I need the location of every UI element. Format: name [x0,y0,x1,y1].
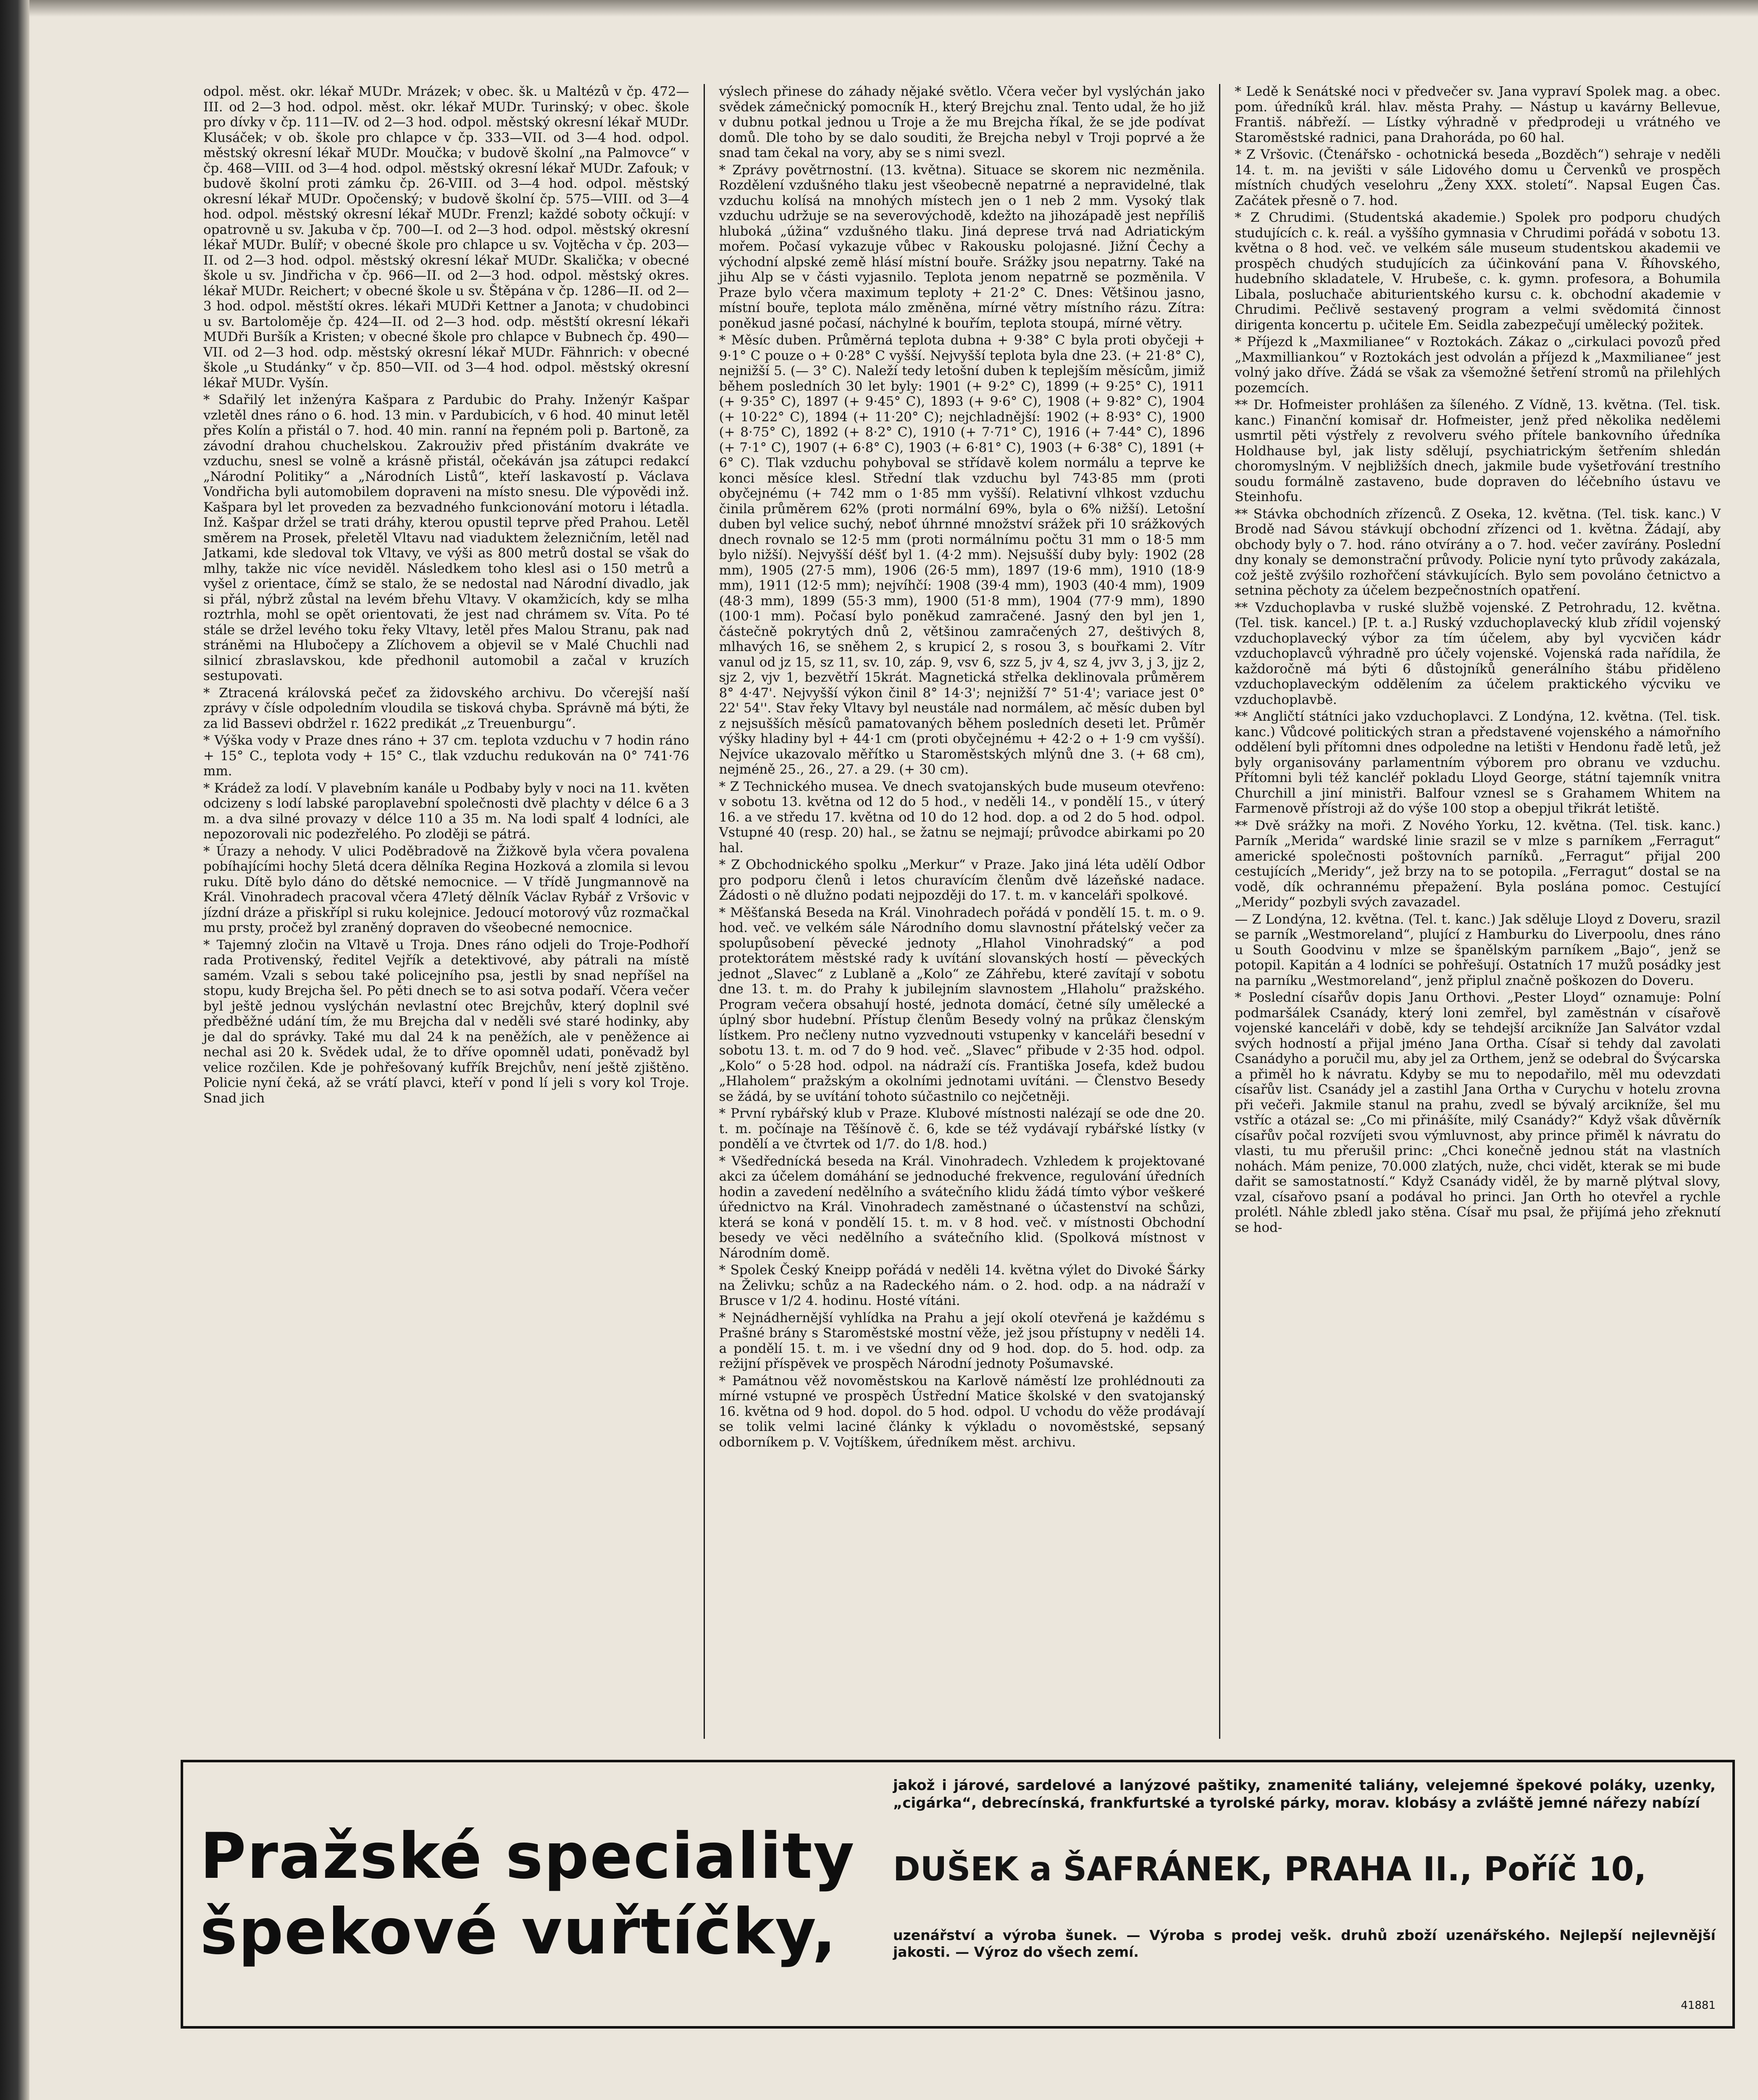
advertisement [181,1760,1735,2029]
ad-text-block [876,1762,1732,2026]
paragraph-royal-seal: * Ztracená královská pečeť za židovského archivu. Do včerejší naší zprávy v čísle odpoledním vloudila se tisková chyba. Správně má býti, že za lid Bassevi obdržel r. 1622 predikát „z Treuenburgu“. [203,685,689,731]
paragraph-view: * Nejnádhernější vyhlídka na Prahu a její okolí otevřená je každému s Prašné brány s Staroměstské mostní věže, jež jsou přístupny v neděli 14. a pondělí 15. t. m. i ve všední dny od 9 hod. dop. do 5. hod. odp. za režijní příspěvek ve prospěch Národní jednoty Pošumavské. [719,1310,1205,1371]
paragraph-theft: * Krádež za lodí. V plavebním kanále u Podbaby byly v noci na 11. květen odcizeny s lodí labské paroplavební společnosti dvě plachty v délce 6 a 3 m. a dva silné provazy v délce 110 a 35 m. Na lodi spalť 4 lodníci, ale nepozorovali nic podezřelého. Po zloději se pátrá. [203,780,689,842]
paragraph-beseda: * Měšťanská Beseda na Král. Vinohradech pořádá v pondělí 15. t. m. o 9. hod. več. ve velkém sále Národního domu slavnostní přátelský večer za spolupůsobení pěvecké jednoty „Hlahol Vinohradský“ a pod protektorátem městské rady k uvítání slovanských hostí — pěveckých jednot „Slavec“ z Lublaně a „Kolo“ ze Záhřebu, které zavítají v sobotu dne 13. t. m. do Prahy k jubilejním slavnostem „Hlaholu“ pražského. Program večera obsahují hosté, jednota domácí, četné síly umělecké a úplný sbor hudební. Přístup členům Besedy volný na průkaz členským lístkem. Pro nečleny nutno vyzvednouti vstupenky v kanceláři besední v sobotu 13. t. m. od 7 do 9 hod. več. „Slavec“ přibude v 2·35 hod. odpol. „Kolo“ o 5·28 hod. odpol. na nádraží cís. Františka Josefa, kdež budou „Hlaholem“ pražským a okolními jednotami uvítáni. — Členstvo Besedy se žádá, by se uvítání tohoto súčastnilo co nejčetněji. [719,905,1205,1104]
paragraph-accidents: * Úrazy a nehody. V ulici Poděbradově na Žižkově byla včera povalena pobíhajícími hochy 5letá dcera dělníka Regina Hozková a zlomila si levou ruku. Dítě bylo dáno do dětské nemocnice. — V třídě Jungmannově na Král. Vinohradech pracoval včera 47letý dělník Václav Rybář z Vršovic v jízdní dráze a přiskřípl si ruku kolejnice. Jedoucí motorový vůz rozmačkal mu prsty, pročež byl zraněný dopraven do všeobecné nemocnice. [203,843,689,935]
paragraph-fishing-club: * První rybářský klub v Praze. Klubové místnosti nalézají se ode dne 20. t. m. počínaje na Těšínově č. 6, kde se též vydávají rybářské lístky (v pondělí a ve čtvrtek od 1/7. do 1/8. hod.) [719,1106,1205,1152]
ad-headline-1: Pražské speciality [200,1820,855,1893]
paragraph-weather: * Zprávy povětrnostní. (13. května). Situace se skorem nic nezměnila. Rozdělení vzdušného tlaku jest všeobecně nepatrné a nepravidelné, tlak vzduchu kolísá na mnohých místech jen o 1 neb 2 mm. Vysoký tlak vzduchu udržuje se na severovýchodě, kdežto na jihozápadě jest nepříliš hluboká „úžina“ vzdušného tlaku. Jiná deprese trvá nad Adriatickým mořem. Počasí vykazuje vůbec v Rakousku polojasné. Jižní Čechy a východní alpské země hlásí místní bouře. Srážky jsou nepatrny. Také na jihu Alp se v části vyjasnilo. Teplota jenom nepatrně se pozměnila. V Praze bylo včera maximum teploty + 21·2° C. Dnes: Většinou jasno, místní bouře, teplota málo změněna, mírné větry místního rázu. Zítra: poněkud jasné počasí, náchylné k bouřím, teplota stoupá, mírné větry. [719,162,1205,331]
paragraph-chrudim: * Z Chrudimi. (Studentská akademie.) Spolek pro podporu chudých studujících c. k. reál. a vyššího gymnasia v Chrudimi pořádá v sobotu 13. května o 8 hod. več. ve velkém sále museum studentskou akademii ve prospěch chudých studujících za účinkování pana V. Říhovského, hudebního skladatele, V. Hrubeše, c. k. gymn. profesora, a Bohumila Libala, posluchače abiturientského kursu c. k. obchodní akademie v Chrudimi. Pečlivě sestavený program a velmi svědomitá činnost dirigenta koncertu p. učitele Em. Seidla zabezpečují umělecký požitek. [1235,210,1721,333]
article-columns [189,84,1735,1739]
paragraph-vaccination: odpol. měst. okr. lékař MUDr. Mrázek; v obec. šk. u Maltézů v čp. 472—III. od 2—3 hod. odpol. měst. okr. lékař MUDr. Turinský; v obec. škole pro dívky v čp. 111—IV. od 2—3 hod. odpol. městský okresní lékař MUDr. Klusáček; v ob. škole pro chlapce v čp. 333—VII. od 3—4 hod. odpol. městský okresní lékař MUDr. Moučka; v budově školní „na Palmovce“ v čp. 468—VIII. od 3—4 hod. odpol. městský okresní lékař MUDr. Zafouk; v budově školní proti zámku čp. 26-VIII. od 3—4 hod. odpol. městský okresní lékař MUDr. Opočenský; v budově školní čp. 575—VIII. od 3—4 hod. odpol. městský okresní lékař MUDr. Frenzl; každé soboty očkují: v opatrovně u sv. Jakuba v čp. 700—I. od 2—3 hod. odpol. městský okresní lékař MUDr. Bulíř; v obecné škole pro chlapce u sv. Vojtěcha v čp. 203—II. od 2—3 hod. odpol. městský okresní lékař MUDr. Skalička; v obecné škole u sv. Jindřicha v čp. 966—II. od 2—3 hod. odpol. městský okres. lékař MUDr. Reichert; v obecné škole u sv. Štěpána v čp. 1286—II. od 2—3 hod. odpol. městští okres. lékaři MUDři Kettner a Janota; v chudobinci u sv. Bartoloměje čp. 424—II. od 2—3 hod. odp. městští okresní lékaři MUDři Buršík a Kristen; v obecné škole pro chlapce v Bubnech čp. 490—VII. od 2—3 hod. odp. městský okresní lékař MUDr. Fähnrich: v obecné škole „u Studánky“ v čp. 850—VII. od 3—4 hod. odpol. městský okresní lékař MUDr. Vyšín. [203,84,689,391]
column-2 [705,84,1221,1739]
paragraph-hofmeister: ** Dr. Hofmeister prohlášen za šíleného. Z Vídně, 13. května. (Tel. tisk. kanc.) Finanční komisař dr. Hofmeister, jenž před několika nedělemi usmrtil pěti výstřely z revolveru svého přítele bankovního úředníka Holdhause byl, jak listy sdělují, psychiatrickým šetřením shledán choromyslným. V nejbližších dnech, jakmile bude vyšetřování trestního soudu formálně zastaveno, bude dopraven do léčebního ústavu ve Steinhofu. [1235,397,1721,504]
paragraph-collisions: ** Dvě srážky na moři. Z Nového Yorku, 12. května. (Tel. tisk. kanc.) Parník „Merida“ wardské linie srazil se v mlze s parníkem „Ferragut“ americké společnosti poštovních parníků. „Ferragut“ přijal 200 cestujících „Meridy“, jež brzy na to se potopila. „Ferragut“ dostal se na vodě, dík ochrannému přepažení. Byla poslána pomoc. Cestující „Meridy“ pozbyli svých zavazadel. [1235,818,1721,910]
ad-tagline: uzenářství a výroba šunek. — Výroba s prodej vešk. druhů zboží uzenářského. Nejlepší nejlevnější jakosti. — Výroz do všech zemí. [893,1927,1716,1960]
ad-code: 41881 [1681,1999,1716,2012]
ad-headline-2: špekové vuřtíčky, [200,1895,837,1969]
paragraph-emperor-letter: * Poslední císařův dopis Janu Orthovi. „Pester Lloyd“ oznamuje: Polní podmaršálek Csanády, který loni zemřel, byl zaměstnán v císařově vojenské kanceláři v době, kdy se tehdejší arcikníže Jan Salvátor vzdal svých hodností a přijal jméno Jana Ortha. Císař si tehdy dal zavolati Csanádyho a poručil mu, aby jel za Orthem, jenž se odebral do Švýcarska a přiměl ho k návratu. Kdyby se mu to nepodařilo, měl mu odevzdati císařův list. Csanády jel a zastihl Jana Ortha v Curychu v hotelu zrovna při večeři. Jakmile stanul na prahu, zvedl se bývalý arcikníže, šel mu vstříc a otázal se: „Co mi přinášíte, milý Csanády?“ Když však důvěrník císařův počal rozvíjeti svou výmluvnost, aby prince přiměl k návratu do vlasti, tu mu přerušil princ: „Chci konečně jednou stát na vlastních nohách. Mám penize, 70.000 zlatých, nuže, chci vidět, kterak se mi bude dařit se samostatností.“ Když Csanády viděl, že by marně plýtval slovy, vzal, císařovo psaní a podával ho princi. Jan Orth ho otevřel a rychle prolétl. Náhle zbledl jako stěna. Císař mu psal, že přijímá jeho zřeknutí se hod- [1235,990,1721,1235]
paragraph-troja-crime: * Tajemný zločin na Vltavě u Troja. Dnes ráno odjeli do Troje-Podhoří rada Protivenský, ředitel Vejřík a detektivové, aby pátrali na místě samém. Vzali s sebou také policejního psa, jestli by snad nepříšel na stopu, kudy Brejcha šel. Po pěti dnech se to asi sotva podaří. Včera večer byl ještě jednou vyslýchán nevlastní otec Brejchův, který doplnil své předběžné udání tím, že mu Brejcha dal v neděli své staré hodinky, aby je dal do správky. Také mu dal 24 k na peněžích, ale v peněžence ai nechal asi 20 k. Svědek udal, že to dříve opomněl udati, poněvadž byl velice rozčilen. Kde je pohřešovaný kufřík Brejchův, není ještě zjištěno. Policie nyní čeká, až se vrátí plavci, kteří v pond lí jeli s vory kol Troje. Snad jich [203,937,689,1106]
paragraph-clerks: * Všedřednícká beseda na Král. Vinohradech. Vzhledem k projektované akci za účelem domáhání se jednoduché frekvence, regulování úředních hodin a zavedení nedělního a svátečního klidu žádá tímto výbor veškeré úřednictvo na Král. Vinohradech zaměstnané o účastenství na schůzi, která se koná v pondělí 15. t. m. v 8 hod. več. v místnosti Obchodní besedy ve věci nedělního a svátečního klid. (Spolková místnost v Národním domě. [719,1153,1205,1261]
paragraph-kaspar-flight: * Sdařilý let inženýra Kašpara z Pardubic do Prahy. Inženýr Kašpar vzletěl dnes ráno o 6. hod. 13 min. v Pardubicích, v 6 hod. 40 minut letěl přes Kolín a přistál o 7. hod. 40 min. ranní na řepném poli p. Bartoně, za závodní drahou chuchelskou. Zakrouživ před přistáním dvakráte ve vzduchu, snesl se volně a krásně přistál, očekáván jsa zátupci redakcí „Národní Politiky“ a „Národních Listů“, kteří laskavostí p. Václava Vondřicha byli automobilem dopraveni na místo snesu. Dle výpovědi inž. Kašpara byl let proveden za bezvadného funkcionování motoru i létadla. Inž. Kašpar držel se trati dráhy, kterou opustil teprve před Prahou. Letěl směrem na Prosek, přeletěl Vltavu nad viaduktem železničním, letěl nad Jatkami, kde sledoval tok Vltavy, ve výši as 800 metrů dostal se však do mlhy, takže nic více neviděl. Následkem toho klesl asi o 150 metrů a vyšel z orientace, čímž se stalo, že se nedostal nad Národní divadlo, jak si přál, nýbrž zůstal na levém břehu Vltavy. V okamžicích, kdy se mlha roztrhla, mohl se opět orientovati, že jest nad chrámem sv. Víta. Po té stále se držel levého toku řeky Vltavy, letěl přes Malou Stranu, pak nad stráněmi na Hlubočepy a Zlíchovem a objevil se v Malé Chuchli nad silnicí zbraslavskou, kde předhonil automobil a začal v kruzích sestupovati. [203,392,689,683]
paragraph-vrsovice: * Z Vršovic. (Čtenářsko - ochotnická beseda „Bozděch“) sehraje v neděli 14. t. m. na jevišti v sále Lidového domu u Červenků ve prospěch místních chudých veselohru „Ženy XXX. století“. Napsal Eugen Čas. Začátek přesně o 7. hod. [1235,147,1721,208]
ad-firm-name: DUŠEK a ŠAFRÁNEK, PRAHA II., Poříč 10, [893,1851,1647,1888]
paragraph-roztoky: * Příjezd k „Maxmilianee“ v Roztokách. Zákaz o „cirkulaci povozů před „Maxmilliankou“ v Roztokách jest odvolán a příjezd k „Maxmilianee“ jest volný jako dříve. Žádá se však za všemožné šetření stromů na přilehlých pozemcích. [1235,334,1721,396]
paragraph-technical-museum: * Z Technického musea. Ve dnech svatojanských bude museum otevřeno: v sobotu 13. května od 12 do 5 hod., v neděli 14., v pondělí 15., v úterý 16. a ve středu 17. května od 10 do 12 hod. dop. a od 2 do 5 hod. odpol. Vstupné 40 (resp. 20) hal., se žatnu se nejmají; průvodce abirkami po 20 hal. [719,779,1205,856]
paragraph-water-level: * Výška vody v Praze dnes ráno + 37 cm. teplota vzduchu v 7 hodin ráno + 15° C., teplota vody + 15° C., tlak vzduchu redukován na 0° 741·76 mm. [203,733,689,779]
paragraph-kneipp: * Spolek Český Kneipp pořádá v neděli 14. května výlet do Divoké Šárky na Želivku; schůz a na Radeckého nám. o 2. hod. odp. a na nádraží v Brusce v 1/2 4. hodinu. Hosté vítáni. [719,1263,1205,1308]
column-1 [189,84,705,1739]
paragraph-april: * Měsíc duben. Průměrná teplota dubna + 9·38° C byla proti obyčeji + 9·1° C pouze o + 0·28° C vyšší. Nejvyšší teplota byla dne 23. (+ 21·8° C), nejnižší 5. (— 3° C). Naleží tedy letošní duben k teplejším měsícům, jimiž během posledních 30 let byly: 1901 (+ 9·2° C), 1899 (+ 9·25° C), 1911 (+ 9·35° C), 1897 (+ 9·45° C), 1893 (+ 9·6° C), 1908 (+ 9·82° C), 1904 (+ 10·22° C), 1894 (+ 11·20° C); nejchladnější: 1902 (+ 8·93° C), 1900 (+ 8·75° C), 1892 (+ 8·2° C), 1910 (+ 7·71° C), 1916 (+ 7·44° C), 1896 (+ 7·1° C), 1907 (+ 6·8° C), 1903 (+ 6·81° C), 1903 (+ 6·38° C), 1891 (+ 6° C). Tlak vzduchu pohyboval se střídavě kolem normálu a teprve ke konci měsíce klesl. Střední tlak vzduchu byl 743·85 mm (proti obyčejnému (+ 742 mm o 1·85 mm vyšší). Relativní vlhkost vzduchu činila průměrem 62% (proti normální 69%, byla o 6% nižší). Letošní duben byl velice suchý, neboť úhrnné množství srážek při 10 srážkových dnech rovnalo se 12·5 mm (proti normálnímu počtu 31 mm o 18·5 mm bylo nižší). Nejvyšší déšť byl 1. (4·2 mm). Nejsušší duby byly: 1902 (28 mm), 1905 (27·5 mm), 1906 (26·5 mm), 1897 (19·6 mm), 1910 (18·9 mm), 1911 (12·5 mm); nejvíhčí: 1908 (39·4 mm), 1903 (40·4 mm), 1909 (48·3 mm), 1899 (55·3 mm), 1900 (51·8 mm), 1904 (77·9 mm), 1890 (100·1 mm). Počasí bylo poněkud zamračené. Jasný den byl jen 1, částečně pokrytých dnů 2, většinou zamračených 27, deštivých 8, mlhavých 16, se sněhem 2, s krupicí 2, s rosou 3, s bouřkami 2. Vítr vanul od jz 15, sz 11, sv. 10, záp. 9, vsv 6, szz 5, jv 4, sz 4, jvv 3, j 3, jjz 2, sjz 2, vjv 1, bezvětří 15krát. Magnetická střelka deklinovala průměrem 8° 4·47'. Nejvyšší výkon činil 8° 14·3'; nejnižší 7° 51·4'; variace jest 0° 22' 54''. Stav řeky Vltavy byl neustále nad normálem, ač měsíc duben byl z nejsušších měsíců pamatovaných během posledních deseti let. Průměr výšky hladiny byl + 44·1 cm (proti obyčejnému + 42·2 o + 1·9 cm vyšší). Nejvíce ukazovalo měřítko u Staroměstských mlýnů dne 3. (+ 68 cm), nejméně 25., 26., 27. a 29. (+ 30 cm). [719,333,1205,777]
ad-headline-block [183,1762,876,2026]
paragraph-boats: * Ledě k Senátské noci v předvečer sv. Jana vypraví Spolek mag. a obec. pom. úředníků král. hlav. města Prahy. — Nástup u kavárny Bellevue, Františ. nábřeží. — Lístky výhradně v předprodeji u vrátného ve Staroměstské radnici, pana Drahoráda, po 60 hal. [1235,84,1721,145]
page-edge-left [0,0,29,2100]
column-3 [1220,84,1735,1739]
paragraph-russian-aviation: ** Vzduchoplavba v ruské službě vojenské. Z Petrohradu, 12. května. (Tel. tisk. kancel.) [P. t. a.] Ruský vzduchoplavecký klub zřídil vojenský vzduchoplavecký výbor za tím účelem, aby byl vycvičen kádr vzduchoplavců výhradně pro účely vojenské. Vojenská rada nařídila, že každoročně má býti 6 důstojníků generálního štábu přiděleno vzduchoplaveckým oddělením za účelem praktického výcviku ve vzduchoplavbě. [1235,600,1721,707]
paragraph-english-aviators: ** Angličtí státníci jako vzduchoplavci. Z Londýna, 12. května. (Tel. tisk. kanc.) Vůdcové politických stran a představené vojenského a námořního oddělení byli přítomni dnes odpoledne na letišti v Hendonu řadě letů, jež byly organisovány parlamentním výborem pro obranu ve vzduchu. Přítomni byli též kancléř pokladu Lloyd George, státní tajemník vnitra Churchill a jiní ministři. Balfour vznesl se s Grahamem Whitem na Farmenově přístroji až do výše 100 stop a obepjul třikrát letiště. [1235,709,1721,816]
paragraph-tower: * Památnou věž novoměstskou na Karlově náměstí lze prohlédnouti za mírné vstupné ve prospěch Ústřední Matice školské v den svatojanský 16. května od 9 hod. dopol. do 5 hod. odpol. U vchodu do věže prodávají se tolik velmi laciné články k výkladu o novoměstské, sepsaný odborníkem p. V. Vojtíškem, úředníkem měst. archivu. [719,1373,1205,1450]
paragraph-strike: ** Stávka obchodních zřízenců. Z Oseka, 12. května. (Tel. tisk. kanc.) V Brodě nad Sávou stávkují obchodní zřízenci od 1. května. Žádají, aby obchody byly o 7. hod. ráno otvírány a o 7. hod. večer zavírány. Poslední dny konaly se demonstrační průvody. Policie nyní tyto průvody zakázala, což ještě zvýšilo rozhořčení stávkujících. Bylo sem povoláno četnictvo a setnina pěchoty za účelem bezpečnostních opatření. [1235,506,1721,598]
paragraph-london: — Z Londýna, 12. května. (Tel. t. kanc.) Jak sděluje Lloyd z Doveru, srazil se parník „Westmoreland“, plující z Hamburku do Liverpoolu, dnes ráno u South Goodvinu v mlze se španělským parníkem „Bajo“, jenž se potopil. Kapitán a 4 lodníci se pohřešují. Ostatních 17 mužů posádky jest na parníku „Westmoreland“, jenž připlul značně poškozen do Doveru. [1235,911,1721,988]
ad-description: jakož i járové, sardelové a lanýzové paštiky, znamenité taliány, velejemné špekové poláky, uzenky, „cigárka“, debrecínská, frankfurtské a tyrolské párky, morav. klobásy a zvláště jemné nářezy nabízí [893,1777,1716,1811]
page-edge-top [0,0,1758,17]
paragraph-troja-continued: výslech přinese do záhady nějaké světlo. Včera večer byl vyslýchán jako svědek zámečnický pomocník H., který Brejchu znal. Tento udal, že ho již v dubnu potkal jednou u Troje a že mu Brejcha říkal, že se jde podívat domů. Dle toho by se dalo souditi, že Brejcha nebyl v Troji poprvé a že snad tam čekal na vory, aby se s nimi svezl. [719,84,1205,160]
paragraph-merkur: * Z Obchodnického spolku „Merkur“ v Praze. Jako jiná léta udělí Odbor pro podporu členů i letos churavícím členům dvě lázeňské nadace. Žádosti o ně dlužno podati nejpozději do 17. t. m. v kanceláři spolkové. [719,857,1205,903]
